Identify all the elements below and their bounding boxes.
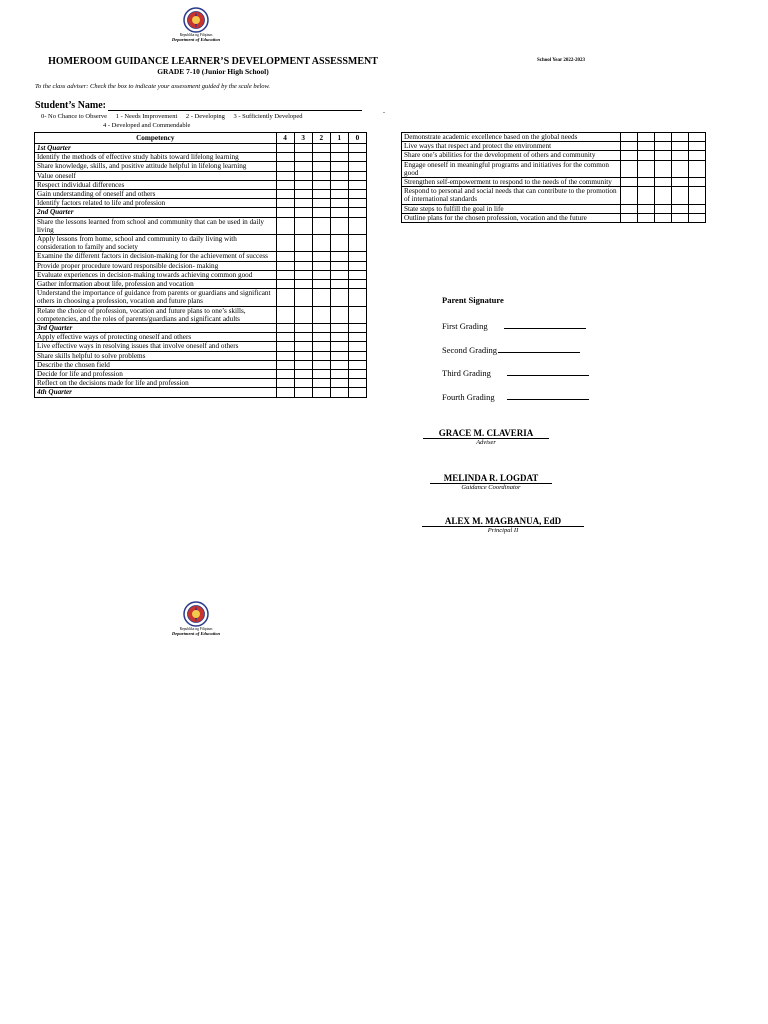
seal-text-department: Department of Education xyxy=(171,631,221,636)
score-4-checkbox[interactable] xyxy=(276,324,294,333)
signature-line[interactable] xyxy=(498,344,580,353)
table-row xyxy=(35,351,367,360)
score-2-checkbox[interactable] xyxy=(312,351,330,360)
scale-item-3: 3 - Sufficiently Developed xyxy=(233,113,303,120)
table-row xyxy=(35,360,367,369)
competency-table-left xyxy=(34,132,367,398)
score-2-checkbox[interactable] xyxy=(655,142,672,151)
score-4-checkbox[interactable] xyxy=(276,280,294,289)
seal-text-republic: Republika ng Pilipinas xyxy=(179,33,213,37)
signature-line[interactable] xyxy=(507,391,589,400)
score-3-checkbox[interactable] xyxy=(294,235,312,252)
quarter-label: 1st Quarter xyxy=(35,144,277,153)
score-4-checkbox[interactable] xyxy=(276,342,294,351)
score-0-checkbox[interactable] xyxy=(689,151,706,160)
deped-seal-icon xyxy=(183,7,209,33)
signature-line[interactable] xyxy=(504,320,586,329)
table-row xyxy=(35,261,367,270)
scale-item-2: 2 - Developing xyxy=(185,113,225,120)
score-0-checkbox[interactable] xyxy=(348,144,366,153)
student-name-field[interactable] xyxy=(108,110,362,111)
adviser-name: GRACE M. CLAVERIA xyxy=(438,428,534,438)
table-row xyxy=(402,160,706,177)
table-row xyxy=(35,379,367,388)
score-3-checkbox[interactable] xyxy=(294,162,312,171)
score-2-checkbox[interactable] xyxy=(655,187,672,204)
score-0-checkbox[interactable] xyxy=(689,213,706,222)
table-row xyxy=(35,153,367,162)
competency-cell: Identify the methods of effective study habits toward lifelong learning xyxy=(35,153,277,162)
score-4-checkbox[interactable] xyxy=(276,351,294,360)
score-4-checkbox[interactable] xyxy=(276,379,294,388)
table-row xyxy=(402,151,706,160)
score-2-checkbox[interactable] xyxy=(312,217,330,234)
score-1-checkbox[interactable] xyxy=(330,235,348,252)
score-2-checkbox[interactable] xyxy=(312,252,330,261)
score-3-checkbox[interactable] xyxy=(294,324,312,333)
quarter-label: 2nd Quarter xyxy=(35,208,277,217)
score-0-checkbox[interactable] xyxy=(348,333,366,342)
competency-cell: Share knowledge, skills, and positive attitude helpful in lifelong learning xyxy=(35,162,277,171)
competency-table-right xyxy=(401,132,706,223)
score-1-checkbox[interactable] xyxy=(330,199,348,208)
competency-cell: Examine the different factors in decision-making for the achievement of success xyxy=(35,252,277,261)
score-1-checkbox[interactable] xyxy=(672,133,689,142)
score-2-checkbox[interactable] xyxy=(312,370,330,379)
score-4-checkbox[interactable] xyxy=(621,142,638,151)
table-row xyxy=(35,306,367,323)
score-2-checkbox[interactable] xyxy=(312,289,330,306)
school-year: School Year 2022-2023 xyxy=(537,58,586,63)
competency-cell: Relate the choice of profession, vocation and future plans to one’s skills, competencies, and the roles of parents/guardians and significant adults xyxy=(35,306,277,323)
competency-cell: Gain understanding of oneself and others xyxy=(35,190,277,199)
score-4-checkbox[interactable] xyxy=(276,270,294,279)
signature-line[interactable] xyxy=(507,367,589,376)
deped-seal-bottom xyxy=(166,601,226,636)
score-1-checkbox[interactable] xyxy=(672,187,689,204)
scale-item-4: 4 - Developed and Commendable xyxy=(103,122,191,129)
score-3-checkbox[interactable] xyxy=(294,144,312,153)
score-3-checkbox[interactable] xyxy=(294,180,312,189)
score-1-checkbox[interactable] xyxy=(330,252,348,261)
score-2-checkbox[interactable] xyxy=(655,160,672,177)
score-1-checkbox[interactable] xyxy=(330,388,348,397)
score-0-checkbox[interactable] xyxy=(689,142,706,151)
score-0-checkbox[interactable] xyxy=(348,370,366,379)
score-2-checkbox[interactable] xyxy=(312,208,330,217)
score-3-checkbox[interactable] xyxy=(638,151,655,160)
competency-cell: Identify factors related to life and profession xyxy=(35,199,277,208)
score-4-checkbox[interactable] xyxy=(276,208,294,217)
score-4-checkbox[interactable] xyxy=(276,153,294,162)
score-4-checkbox[interactable] xyxy=(276,162,294,171)
score-1-checkbox[interactable] xyxy=(330,333,348,342)
table-header-row xyxy=(35,133,367,144)
scale-item-0: 0- No Chance to Observe xyxy=(41,113,108,120)
score-4-checkbox[interactable] xyxy=(276,306,294,323)
score-4-checkbox[interactable] xyxy=(276,217,294,234)
principal-role: Principal II xyxy=(422,526,584,535)
grading-row-second xyxy=(442,344,580,355)
coordinator-name: MELINDA R. LOGDAT xyxy=(443,473,539,483)
table-row xyxy=(35,199,367,208)
table-row xyxy=(402,133,706,142)
competency-cell: Live ways that respect and protect the environment xyxy=(402,142,621,151)
score-4-checkbox[interactable] xyxy=(276,171,294,180)
score-3-checkbox[interactable] xyxy=(638,213,655,222)
score-1-checkbox[interactable] xyxy=(672,204,689,213)
score-1-checkbox[interactable] xyxy=(330,208,348,217)
score-1-checkbox[interactable] xyxy=(330,190,348,199)
score-0-checkbox[interactable] xyxy=(348,342,366,351)
score-1-checkbox[interactable] xyxy=(330,342,348,351)
competency-cell: Respond to personal and social needs that can contribute to the promotion of international standards xyxy=(402,187,621,204)
score-0-checkbox[interactable] xyxy=(348,217,366,234)
score-3-checkbox[interactable] xyxy=(294,270,312,279)
score-4-checkbox[interactable] xyxy=(276,180,294,189)
score-3-checkbox[interactable] xyxy=(638,160,655,177)
score-0-checkbox[interactable] xyxy=(348,388,366,397)
score-1-checkbox[interactable] xyxy=(330,306,348,323)
score-1-checkbox[interactable] xyxy=(330,289,348,306)
score-2-checkbox[interactable] xyxy=(312,379,330,388)
score-3-checkbox[interactable] xyxy=(294,199,312,208)
coordinator-signature xyxy=(430,473,552,492)
score-1-checkbox[interactable] xyxy=(330,370,348,379)
score-0-checkbox[interactable] xyxy=(348,360,366,369)
table-row xyxy=(35,190,367,199)
table-row xyxy=(402,142,706,151)
score-4-checkbox[interactable] xyxy=(276,235,294,252)
score-4-checkbox[interactable] xyxy=(621,178,638,187)
competency-cell: Decide for life and profession xyxy=(35,370,277,379)
score-3-checkbox[interactable] xyxy=(294,190,312,199)
score-3-checkbox[interactable] xyxy=(294,153,312,162)
stray-mark: . xyxy=(383,106,385,115)
score-4-checkbox[interactable] xyxy=(276,388,294,397)
table-row xyxy=(35,270,367,279)
score-3-checkbox[interactable] xyxy=(294,280,312,289)
score-2-checkbox[interactable] xyxy=(312,144,330,153)
table-row xyxy=(35,180,367,189)
scale-legend xyxy=(41,113,310,120)
score-4-checkbox[interactable] xyxy=(621,187,638,204)
score-0-checkbox[interactable] xyxy=(689,187,706,204)
score-3-checkbox[interactable] xyxy=(638,187,655,204)
quarter-row xyxy=(35,388,367,397)
score-3-checkbox[interactable] xyxy=(294,217,312,234)
coordinator-role: Guidance Coordinator xyxy=(430,483,552,492)
header-score-0: 0 xyxy=(348,133,366,144)
table-row xyxy=(402,178,706,187)
grading-row-first xyxy=(442,320,586,331)
score-0-checkbox[interactable] xyxy=(348,289,366,306)
competency-cell: Describe the chosen field xyxy=(35,360,277,369)
score-0-checkbox[interactable] xyxy=(689,160,706,177)
score-0-checkbox[interactable] xyxy=(348,306,366,323)
score-2-checkbox[interactable] xyxy=(312,180,330,189)
competency-cell: Demonstrate academic excellence based on the global needs xyxy=(402,133,621,142)
grading-label: Third Grading xyxy=(442,368,491,378)
score-0-checkbox[interactable] xyxy=(348,199,366,208)
quarter-label: 3rd Quarter xyxy=(35,324,277,333)
score-3-checkbox[interactable] xyxy=(638,133,655,142)
quarter-row xyxy=(35,208,367,217)
competency-cell: Value oneself xyxy=(35,171,277,180)
grading-label: Second Grading xyxy=(442,345,498,355)
score-4-checkbox[interactable] xyxy=(276,252,294,261)
score-3-checkbox[interactable] xyxy=(294,360,312,369)
table-row xyxy=(35,162,367,171)
score-0-checkbox[interactable] xyxy=(348,162,366,171)
score-0-checkbox[interactable] xyxy=(348,153,366,162)
competency-cell: Live effective ways in resolving issues that involve oneself and others xyxy=(35,342,277,351)
score-4-checkbox[interactable] xyxy=(276,333,294,342)
table-row xyxy=(35,235,367,252)
principal-name: ALEX M. MAGBANUA, EdD xyxy=(444,516,562,526)
score-4-checkbox[interactable] xyxy=(621,213,638,222)
score-1-checkbox[interactable] xyxy=(672,142,689,151)
score-2-checkbox[interactable] xyxy=(312,306,330,323)
score-4-checkbox[interactable] xyxy=(621,204,638,213)
score-2-checkbox[interactable] xyxy=(655,151,672,160)
score-3-checkbox[interactable] xyxy=(294,342,312,351)
page-subtitle: GRADE 7-10 (Junior High School) xyxy=(157,67,269,76)
deped-seal-top xyxy=(166,7,226,42)
score-3-checkbox[interactable] xyxy=(294,306,312,323)
competency-cell: Engage oneself in meaningful programs and initiatives for the common good xyxy=(402,160,621,177)
competency-cell: Share skills helpful to solve problems xyxy=(35,351,277,360)
score-2-checkbox[interactable] xyxy=(312,171,330,180)
score-4-checkbox[interactable] xyxy=(276,289,294,306)
instruction-text: To the class adviser: Check the box to indicate your assessment guided by the scale below. xyxy=(35,83,271,90)
score-1-checkbox[interactable] xyxy=(330,351,348,360)
score-4-checkbox[interactable] xyxy=(276,261,294,270)
score-4-checkbox[interactable] xyxy=(621,133,638,142)
score-0-checkbox[interactable] xyxy=(348,235,366,252)
competency-cell: Provide proper procedure toward responsible decision- making xyxy=(35,261,277,270)
score-2-checkbox[interactable] xyxy=(312,342,330,351)
quarter-label: 4th Quarter xyxy=(35,388,277,397)
score-2-checkbox[interactable] xyxy=(312,360,330,369)
score-0-checkbox[interactable] xyxy=(348,379,366,388)
competency-cell: State steps to fulfill the goal in life xyxy=(402,204,621,213)
adviser-signature xyxy=(423,428,549,447)
competency-cell: Strengthen self-empowerment to respond to the needs of the community xyxy=(402,178,621,187)
score-3-checkbox[interactable] xyxy=(294,171,312,180)
score-3-checkbox[interactable] xyxy=(294,351,312,360)
grading-label: First Grading xyxy=(442,321,488,331)
score-0-checkbox[interactable] xyxy=(348,261,366,270)
score-1-checkbox[interactable] xyxy=(330,144,348,153)
score-2-checkbox[interactable] xyxy=(312,280,330,289)
score-2-checkbox[interactable] xyxy=(312,388,330,397)
competency-cell: Reflect on the decisions made for life and profession xyxy=(35,379,277,388)
parent-signature-label: Parent Signature xyxy=(442,295,504,305)
score-3-checkbox[interactable] xyxy=(294,388,312,397)
competency-cell: Share one’s abilities for the development of others and community xyxy=(402,151,621,160)
grading-row-fourth xyxy=(442,391,589,402)
competency-cell: Outline plans for the chosen profession, vocation and the future xyxy=(402,213,621,222)
score-2-checkbox[interactable] xyxy=(655,204,672,213)
score-1-checkbox[interactable] xyxy=(330,270,348,279)
score-0-checkbox[interactable] xyxy=(689,133,706,142)
score-0-checkbox[interactable] xyxy=(348,180,366,189)
score-0-checkbox[interactable] xyxy=(348,208,366,217)
score-0-checkbox[interactable] xyxy=(348,324,366,333)
score-2-checkbox[interactable] xyxy=(312,235,330,252)
score-0-checkbox[interactable] xyxy=(348,171,366,180)
competency-cell: Share the lessons learned from school and community that can be used in daily living xyxy=(35,217,277,234)
score-1-checkbox[interactable] xyxy=(330,180,348,189)
score-2-checkbox[interactable] xyxy=(312,270,330,279)
score-2-checkbox[interactable] xyxy=(312,261,330,270)
score-4-checkbox[interactable] xyxy=(621,151,638,160)
table-row xyxy=(35,217,367,234)
table-row xyxy=(35,252,367,261)
seal-text-department: Department of Education xyxy=(171,37,221,42)
score-4-checkbox[interactable] xyxy=(276,199,294,208)
table-row xyxy=(35,280,367,289)
score-3-checkbox[interactable] xyxy=(294,379,312,388)
adviser-role: Adviser xyxy=(423,438,549,447)
competency-cell: Understand the importance of guidance from parents or guardians and significant others in choosing a profession, vocation and future plans xyxy=(35,289,277,306)
score-3-checkbox[interactable] xyxy=(638,178,655,187)
deped-seal-icon xyxy=(183,601,209,627)
score-2-checkbox[interactable] xyxy=(312,190,330,199)
score-1-checkbox[interactable] xyxy=(330,162,348,171)
competency-cell: Evaluate experiences in decision-making towards achieving common good xyxy=(35,270,277,279)
table-row xyxy=(35,333,367,342)
score-2-checkbox[interactable] xyxy=(312,324,330,333)
score-1-checkbox[interactable] xyxy=(330,153,348,162)
score-3-checkbox[interactable] xyxy=(294,370,312,379)
quarter-row xyxy=(35,144,367,153)
score-4-checkbox[interactable] xyxy=(276,360,294,369)
score-0-checkbox[interactable] xyxy=(689,178,706,187)
score-0-checkbox[interactable] xyxy=(348,270,366,279)
table-row xyxy=(402,204,706,213)
score-3-checkbox[interactable] xyxy=(294,261,312,270)
score-3-checkbox[interactable] xyxy=(638,142,655,151)
score-2-checkbox[interactable] xyxy=(312,153,330,162)
score-2-checkbox[interactable] xyxy=(312,333,330,342)
score-2-checkbox[interactable] xyxy=(655,178,672,187)
score-4-checkbox[interactable] xyxy=(276,144,294,153)
score-1-checkbox[interactable] xyxy=(330,280,348,289)
table-row xyxy=(35,289,367,306)
score-4-checkbox[interactable] xyxy=(276,370,294,379)
student-name-label: Student’s Name: xyxy=(35,100,107,111)
header-score-2: 2 xyxy=(312,133,330,144)
seal-text-republic: Republika ng Pilipinas xyxy=(179,627,213,631)
score-1-checkbox[interactable] xyxy=(672,178,689,187)
grading-label: Fourth Grading xyxy=(442,392,495,402)
header-competency: Competency xyxy=(35,133,277,144)
table-row xyxy=(35,171,367,180)
score-3-checkbox[interactable] xyxy=(294,208,312,217)
score-0-checkbox[interactable] xyxy=(348,252,366,261)
score-1-checkbox[interactable] xyxy=(330,217,348,234)
score-1-checkbox[interactable] xyxy=(330,360,348,369)
table-row xyxy=(402,187,706,204)
score-3-checkbox[interactable] xyxy=(294,289,312,306)
competency-cell: Gather information about life, profession and vocation xyxy=(35,280,277,289)
score-0-checkbox[interactable] xyxy=(689,204,706,213)
competency-cell: Apply lessons from home, school and community to daily living with consideration to family and society xyxy=(35,235,277,252)
score-2-checkbox[interactable] xyxy=(312,199,330,208)
score-2-checkbox[interactable] xyxy=(655,213,672,222)
table-row xyxy=(35,342,367,351)
header-score-4: 4 xyxy=(276,133,294,144)
score-4-checkbox[interactable] xyxy=(621,160,638,177)
score-0-checkbox[interactable] xyxy=(348,190,366,199)
score-2-checkbox[interactable] xyxy=(312,162,330,171)
competency-cell: Respect individual differences xyxy=(35,180,277,189)
score-0-checkbox[interactable] xyxy=(348,280,366,289)
score-1-checkbox[interactable] xyxy=(330,324,348,333)
score-3-checkbox[interactable] xyxy=(294,333,312,342)
principal-signature xyxy=(422,516,584,535)
score-1-checkbox[interactable] xyxy=(330,261,348,270)
competency-cell: Apply effective ways of protecting oneself and others xyxy=(35,333,277,342)
page-title: HOMEROOM GUIDANCE LEARNER’S DEVELOPMENT ASSESSMENT xyxy=(48,56,378,67)
score-0-checkbox[interactable] xyxy=(348,351,366,360)
score-3-checkbox[interactable] xyxy=(294,252,312,261)
score-1-checkbox[interactable] xyxy=(330,379,348,388)
scale-item-1: 1 - Needs Improvement xyxy=(115,113,178,120)
grading-row-third xyxy=(442,367,589,378)
score-2-checkbox[interactable] xyxy=(655,133,672,142)
quarter-row xyxy=(35,324,367,333)
score-1-checkbox[interactable] xyxy=(672,160,689,177)
header-score-1: 1 xyxy=(330,133,348,144)
score-1-checkbox[interactable] xyxy=(672,213,689,222)
header-score-3: 3 xyxy=(294,133,312,144)
score-4-checkbox[interactable] xyxy=(276,190,294,199)
table-row xyxy=(402,213,706,222)
score-3-checkbox[interactable] xyxy=(638,204,655,213)
score-1-checkbox[interactable] xyxy=(672,151,689,160)
table-row xyxy=(35,370,367,379)
score-1-checkbox[interactable] xyxy=(330,171,348,180)
